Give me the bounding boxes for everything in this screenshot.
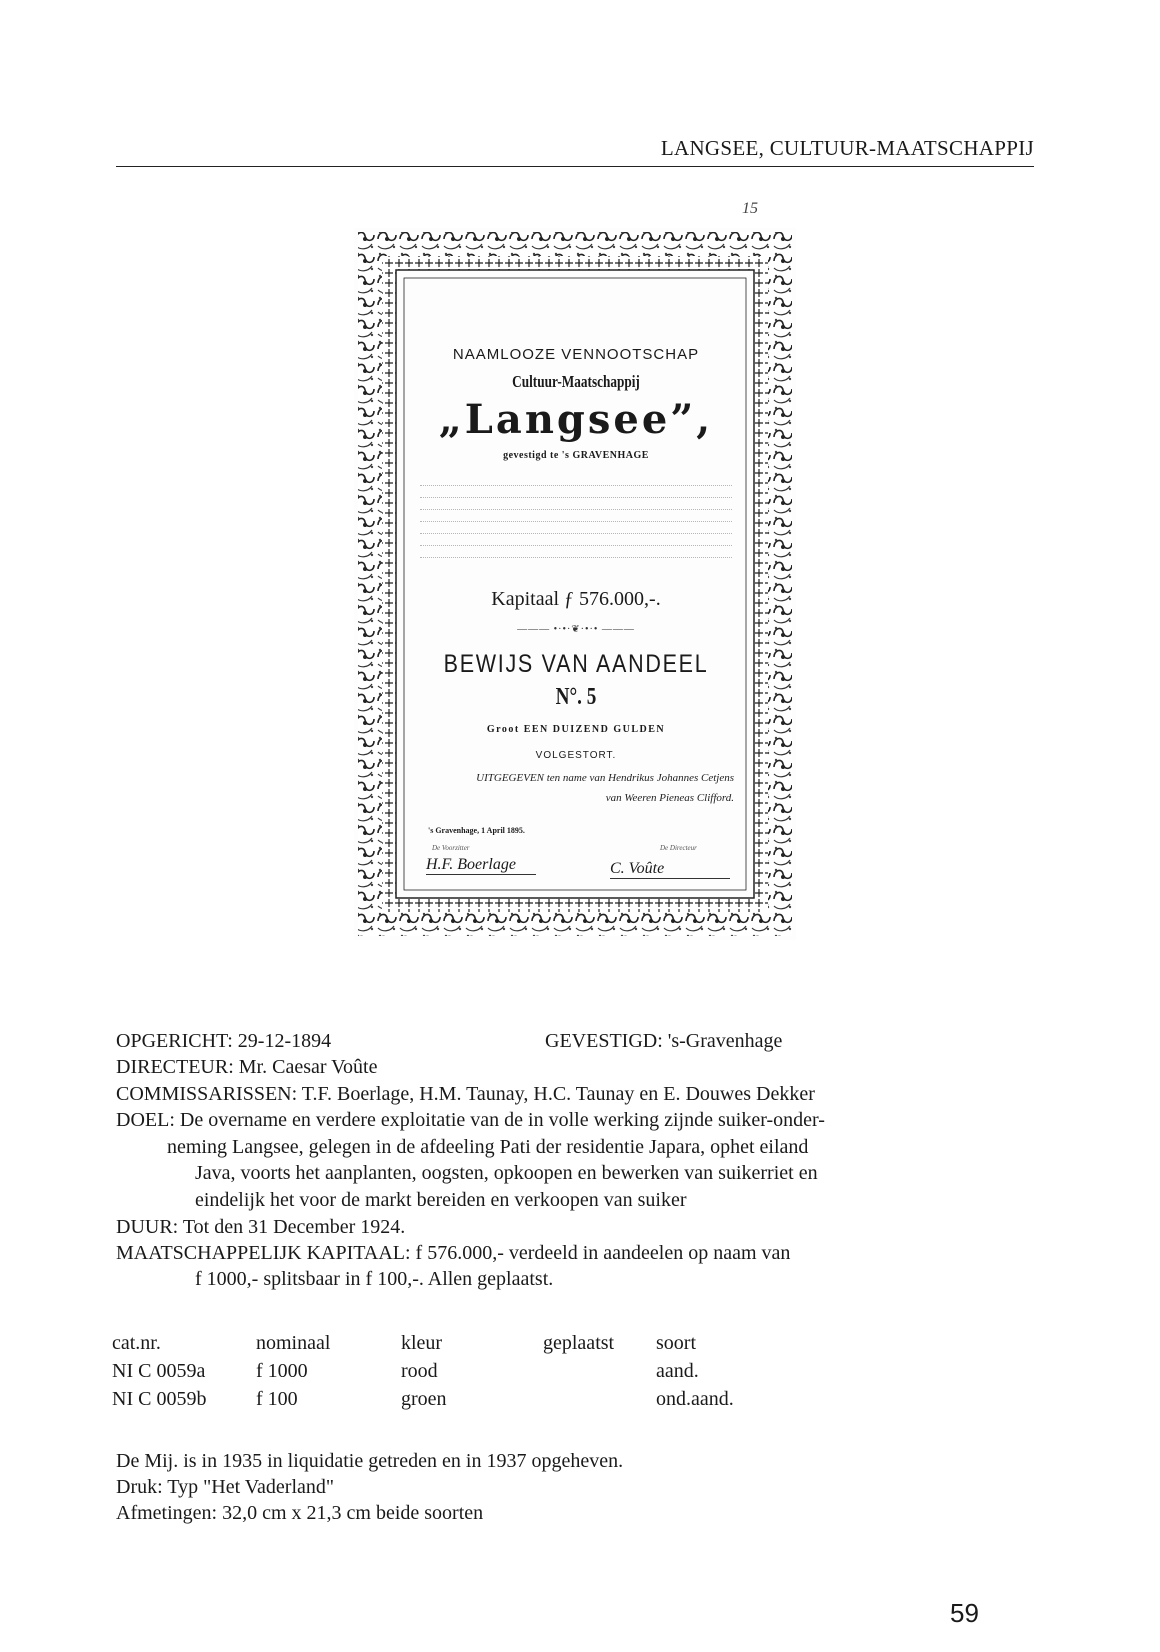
catalog-cell: f 100 [256,1388,298,1410]
certificate-sign-right-caption: De Directeur [660,844,697,852]
catalog-cell: ond.aand. [656,1388,734,1410]
catalog-header-soort: soort [656,1332,696,1354]
note-liquidatie: De Mij. is in 1935 in liquidatie getreden en in 1937 opgeheven. [116,1450,624,1472]
certificate-text-panel [410,288,742,882]
detail-doel-line-1: DOEL: De overname en verdere exploitatie van de in volle werking zijnde suiker-onder- [116,1109,825,1131]
pencil-annotation: 15 [742,200,758,217]
catalog-cell: aand. [656,1360,699,1382]
certificate-date: 's Gravenhage, 1 April 1895. [428,826,525,835]
catalog-header-geplaatst: geplaatst [543,1332,615,1354]
detail-commissarissen: COMMISSARISSEN: T.F. Boerlage, H.M. Taunay, H.C. Taunay en E. Douwes Dekker [116,1083,815,1105]
certificate-brand: „Langsee”, [438,396,714,443]
catalog-cell: f 1000 [256,1360,308,1382]
detail-doel-line-2: neming Langsee, gelegen in de afdeeling Pati der residentie Japara, ophet eiland [167,1136,809,1158]
share-certificate-image [354,228,796,940]
certificate-company-name: Cultuur-Maatschappij [512,372,640,391]
detail-directeur: DIRECTEUR: Mr. Caesar Voûte [116,1056,378,1078]
catalog-cell: NI C 0059a [112,1360,206,1382]
certificate-signature-left: H.F. Boerlage [426,856,536,875]
note-afmetingen: Afmetingen: 32,0 cm x 21,3 cm beide soorten [116,1502,484,1524]
detail-doel-line-3: Java, voorts het aanplanten, oogsten, opkoopen en bewerken van suikerriet en [195,1162,818,1184]
certificate-sign-left-caption: De Voorzitter [432,844,470,852]
certificate-share-title: BEWIJS VAN AANDEEL [443,650,709,678]
detail-kapitaal-line-2: f 1000,- splitsbaar in f 100,-. Allen geplaatst. [195,1268,554,1290]
catalog-cell: groen [401,1388,447,1410]
detail-doel-line-4: eindelijk het voor de markt bereiden en verkoopen van suiker [195,1189,687,1211]
detail-duur: DUUR: Tot den 31 December 1924. [116,1216,406,1238]
catalog-table [112,1332,786,1416]
catalog-header-row [112,1332,786,1360]
catalog-header-catnr: cat.nr. [112,1332,161,1354]
catalog-cell: rood [401,1360,438,1382]
certificate-share-value: Groot EEN DUIZEND GULDEN [486,724,666,735]
detail-gevestigd: GEVESTIGD: 's-Gravenhage [545,1030,783,1052]
certificate-signature-right: C. Voûte [610,860,730,879]
detail-kapitaal-line-1: MAATSCHAPPELIJK KAPITAAL: f 576.000,- verdeeld in aandeelen op naam van [116,1242,791,1264]
header-rule [116,166,1034,167]
certificate-paid-status: VOLGESTORT. [535,750,617,761]
certificate-capital: Kapitaal ƒ 576.000,-. [491,588,661,610]
table-row [112,1360,786,1388]
note-druk: Druk: Typ "Het Vaderland" [116,1476,335,1498]
page-number: 59 [950,1598,979,1628]
certificate-company-type: NAAMLOOZE VENNOOTSCHAP [452,346,700,363]
table-row [112,1388,786,1416]
catalog-cell [543,1388,656,1416]
catalog-cell: NI C 0059b [112,1388,207,1410]
certificate-issued-line-2: van Weeren Pieneas Clifford. [605,792,734,804]
detail-opgericht: OPGERICHT: 29-12-1894 [116,1030,332,1052]
certificate-share-number: N°. 5 [555,684,597,710]
page-header-title: LANGSEE, CULTUUR-MAATSCHAPPIJ [660,136,1034,160]
catalog-cell [543,1360,656,1388]
certificate-divider-ornament: ——— •·•·❦·•·• ——— [517,624,635,635]
catalog-header-kleur: kleur [401,1332,443,1354]
certificate-fine-print [420,474,732,558]
certificate-issued-line-1: UITGEGEVEN ten name van Hendrikus Johannes Cetjens [476,772,734,784]
catalog-header-nominaal: nominaal [256,1332,331,1354]
certificate-seat: gevestigd te 's GRAVENHAGE [503,450,649,461]
